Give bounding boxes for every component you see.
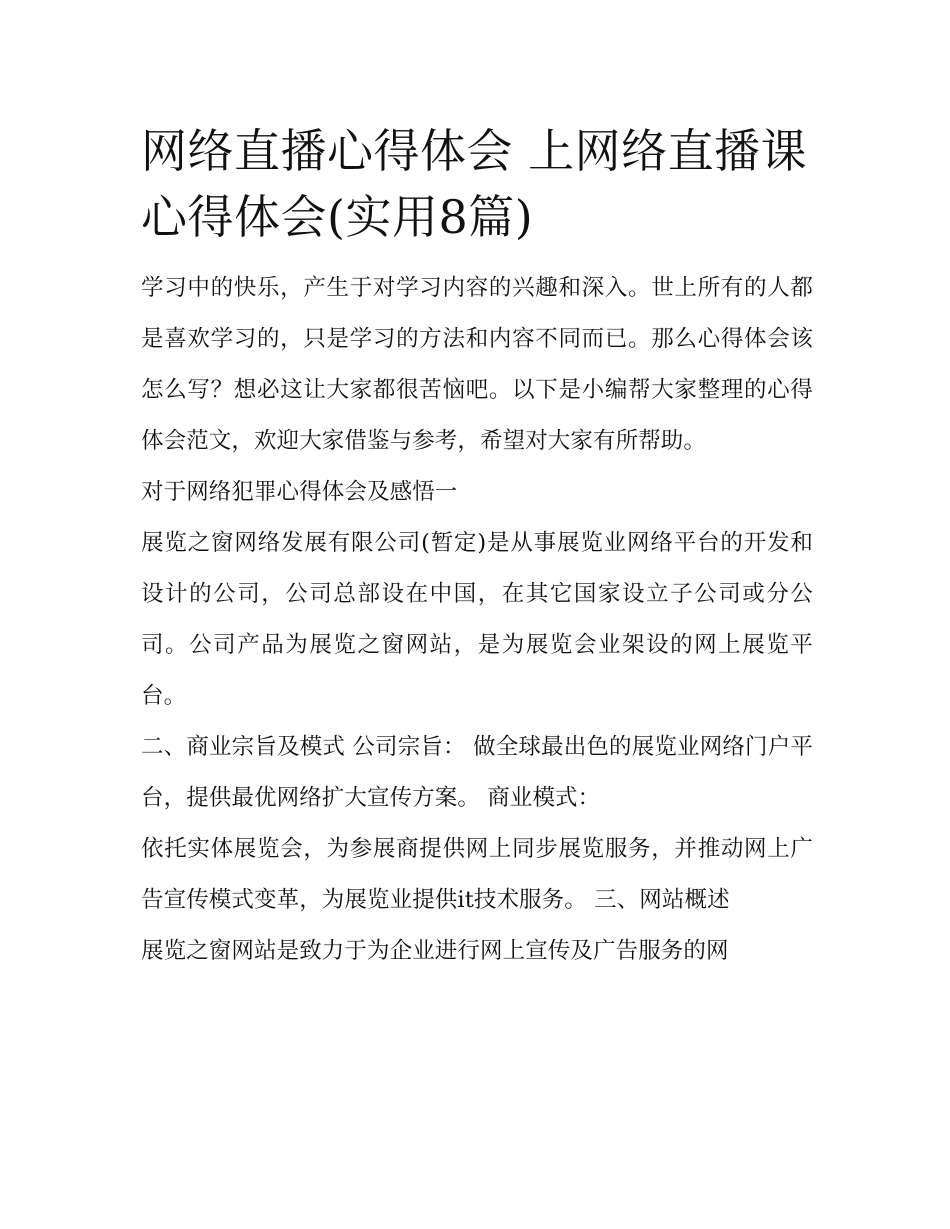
paragraph-intro: 学习中的快乐，产生于对学习内容的兴趣和深入。世上所有的人都是喜欢学习的，只是学习的方法和内容不同而已。那么心得体会该怎么写？想必这让大家都很苦恼吧。以下是小编帮大家整理的心得体会范文，欢迎大家借鉴与参考，希望对大家有所帮助。 [141,275,813,454]
document-body [141,118,813,977]
paragraph-website-overview: 展览之窗网站是致力于为企业进行网上宣传及广告服务的网 [141,938,729,964]
paragraph-business-purpose: 二、商业宗旨及模式 公司宗旨： 做全球最出色的展览业网络门户平台，提供最优网络扩大宣传方案。 商业模式： [141,734,813,811]
document-title: 网络直播心得体会 上网络直播课心得体会(实用8篇) [141,124,808,244]
paragraph-company-intro: 展览之窗网络发展有限公司(暂定)是从事展览业网络平台的开发和设计的公司，公司总部设在中国，在其它国家设立子公司或分公司。公司产品为展览之窗网站，是为展览会业架设的网上展览平台。 [141,530,813,709]
paragraph-business-model: 依托实体展览会，为参展商提供网上同步展览服务，并推动网上广告宣传模式变革，为展览业提供it技术服务。 三、网站概述 [141,836,813,913]
paragraph-section-heading: 对于网络犯罪心得体会及感悟一 [141,479,458,505]
